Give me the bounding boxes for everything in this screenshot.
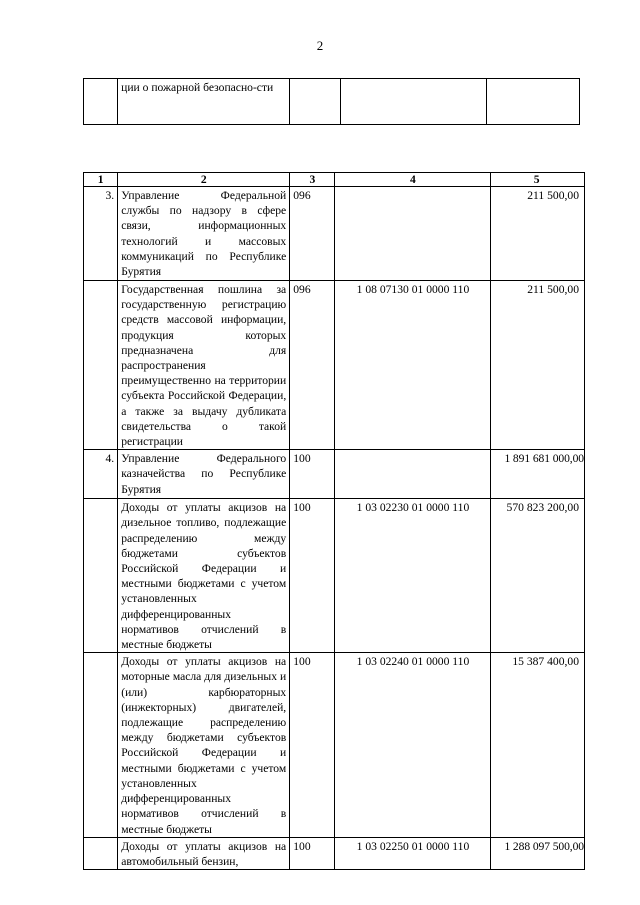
table-row <box>84 499 585 653</box>
cell-name: Доходы от уплаты акцизов на моторные масла для дизельных и (или) карбюраторных (инжекторных) двигателей, подлежащие распределению между бюджетами субъектов Российской Федерации и местными бюджетами с учетом установленных дифференцированных нормативов отчислений в местные бюджеты <box>118 653 290 837</box>
table-row <box>84 837 585 869</box>
header-col-1: 1 <box>84 173 118 187</box>
continuation-table <box>83 78 580 125</box>
revenue-table <box>83 172 585 870</box>
table-row <box>84 281 585 450</box>
table-header-row <box>84 173 585 187</box>
cell-num <box>84 837 118 869</box>
cell-amount: 211 500,00 <box>491 281 585 450</box>
cell-code: 096 <box>290 187 335 281</box>
cell-kbk: 1 03 02250 01 0000 110 <box>335 837 491 869</box>
cell-code: 100 <box>290 837 335 869</box>
cell-kbk: 1 08 07130 01 0000 110 <box>335 281 491 450</box>
cell-num <box>84 499 118 653</box>
cell-kbk: 1 03 02230 01 0000 110 <box>335 499 491 653</box>
cell-kbk <box>335 187 491 281</box>
cell-name: Управление Федерального казначейства по Республике Бурятия <box>118 450 290 499</box>
cell-kbk: 1 03 02240 01 0000 110 <box>335 653 491 837</box>
cell-amount <box>486 79 579 125</box>
cell-amount: 1 288 097 500,00 <box>491 837 585 869</box>
cell-num: 3. <box>84 187 118 281</box>
page-number: 2 <box>316 38 324 53</box>
table-row <box>84 653 585 837</box>
header-col-5: 5 <box>491 173 585 187</box>
cell-num <box>84 281 118 450</box>
cell-kbk <box>341 79 487 125</box>
cell-code: 100 <box>290 653 335 837</box>
cell-kbk <box>335 450 491 499</box>
cell-name: Доходы от уплаты акцизов на автомобильный бензин, <box>118 837 290 869</box>
cell-num: 4. <box>84 450 118 499</box>
cell-amount: 211 500,00 <box>491 187 585 281</box>
cell-code: 096 <box>290 281 335 450</box>
cell-amount: 1 891 681 000,00 <box>491 450 585 499</box>
header-col-2: 2 <box>118 173 290 187</box>
cell-amount: 15 387 400,00 <box>491 653 585 837</box>
header-col-3: 3 <box>290 173 335 187</box>
cell-amount: 570 823 200,00 <box>491 499 585 653</box>
cell-name: Государственная пошлина за государственную регистрацию средств массовой информации, продукция которых предназначена для распространения преимущественно на территории субъекта Российской Федерации, а также за выдачу дубликата свидетельства о такой регистрации <box>118 281 290 450</box>
table-row <box>84 450 585 499</box>
cell-code <box>289 79 340 125</box>
header-col-4: 4 <box>335 173 491 187</box>
cell-code: 100 <box>290 450 335 499</box>
cell-name: ции о пожарной безопасно-сти <box>118 79 290 125</box>
table-row <box>84 79 580 125</box>
cell-num <box>84 653 118 837</box>
cell-code: 100 <box>290 499 335 653</box>
cell-name: Управление Федеральной службы по надзору в сфере связи, информационных технологий и массовых коммуникаций по Республике Бурятия <box>118 187 290 281</box>
cell-name: Доходы от уплаты акцизов на дизельное топливо, подлежащие распределению между бюджетами субъектов Российской Федерации и местными бюджетами с учетом установленных дифференцированных нормативов отчислений в местные бюджеты <box>118 499 290 653</box>
table-row <box>84 187 585 281</box>
cell-num <box>84 79 118 125</box>
